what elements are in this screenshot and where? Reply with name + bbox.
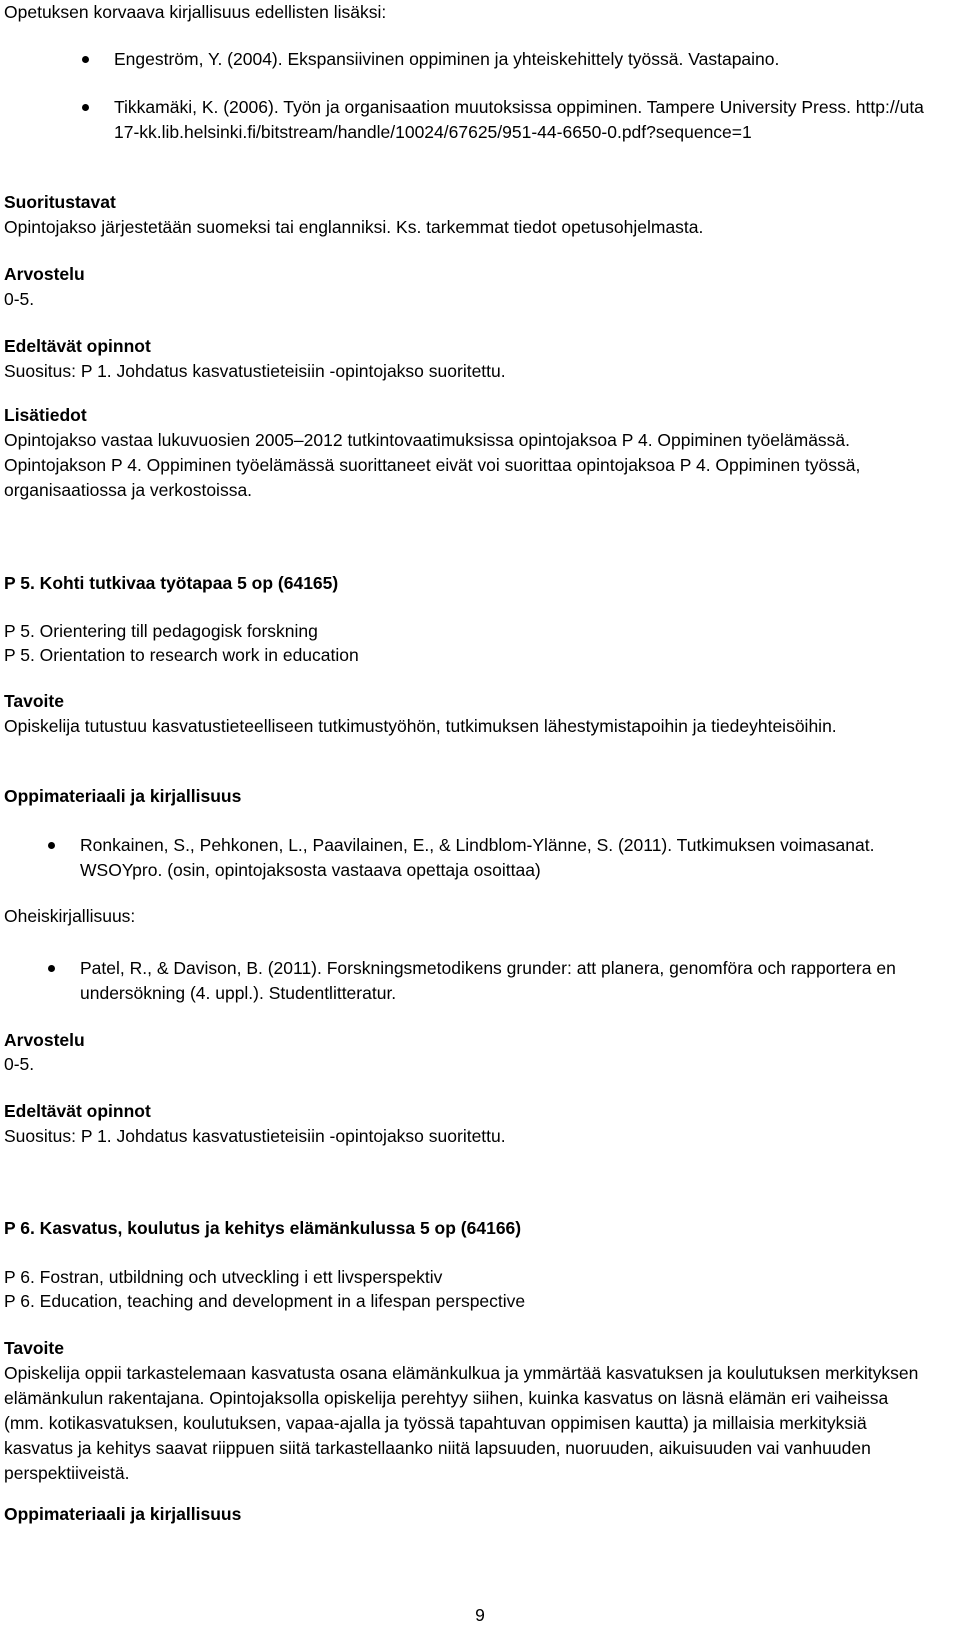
section-heading-tavoite: Tavoite [4,1338,64,1358]
course-title-english: P 6. Education, teaching and development in a lifespan perspective [4,1291,526,1311]
section-heading-oppimateriaali: Oppimateriaali ja kirjallisuus [4,1504,242,1524]
section-heading-arvostelu: Arvostelu [4,264,85,284]
bullet-icon [82,56,89,63]
section-heading-suoritustavat: Suoritustavat [4,192,116,212]
list-item [114,95,924,145]
tavoite-text: Opiskelija oppii tarkastelemaan kasvatusta osana elämänkulkua ja ymmärtää kasvatuksen ja koulutuksen merkityksen elämänkulun rakentajana. Opintojaksolla opiskelija perehtyy siihen, kuinka kasvatus on läsnä elämän eri vaiheissa (mm. kotikasvatuksen, koulutuksen, vapaa-ajalla ja työssä tapahtuvan oppimisen kautta) ja millaisia merkityksiä kasvatus ja kehitys saavat riippuen siitä tarkastellaanko niitä lapsuuden, nuoruuden, aikuisuuden vai vanhuuden perspektiiveistä. [4,1363,919,1483]
section-heading-tavoite: Tavoite [4,691,64,711]
reference-text: Engeström, Y. (2004). Ekspansiivinen oppiminen ja yhteiskehittely työssä. Vastapaino. [114,49,780,69]
section-heading-edeltavat: Edeltävät opinnot [4,336,151,356]
bullet-icon [82,104,89,111]
suoritustavat-text: Opintojakso järjestetään suomeksi tai englanniksi. Ks. tarkemmat tiedot opetusohjelmasta. [4,217,704,237]
list-item [80,833,930,883]
section-heading-edeltavat: Edeltävät opinnot [4,1101,151,1121]
replacement-literature-heading: Opetuksen korvaava kirjallisuus edellisten lisäksi: [4,2,387,22]
edeltavat-text: Suositus: P 1. Johdatus kasvatustieteisiin -opintojakso suoritettu. [4,1126,506,1146]
edeltavat-text: Suositus: P 1. Johdatus kasvatustieteisiin -opintojakso suoritettu. [4,361,506,381]
reference-text: Ronkainen, S., Pehkonen, L., Paavilainen, E., & Lindblom-Ylänne, S. (2011). Tutkimuksen voimasanat. WSOYpro. (osin, opintojaksosta vastaava opettaja osoittaa) [80,835,875,880]
page-number: 9 [475,1605,485,1625]
list-item [80,956,940,1006]
course-title-swedish: P 6. Fostran, utbildning och utveckling i ett livsperspektiv [4,1267,443,1287]
section-heading-oheiskirjallisuus: Oheiskirjallisuus: [4,906,136,926]
list-item [114,47,934,72]
course-title-p6: P 6. Kasvatus, koulutus ja kehitys elämänkulussa 5 op (64166) [4,1218,522,1238]
arvostelu-text: 0-5. [4,289,35,309]
lisatiedot-text: Opintojakso vastaa lukuvuosien 2005–2012 tutkintovaatimuksissa opintojaksoa P 4. Oppiminen työelämässä. Opintojakson P 4. Oppiminen työelämässä suorittaneet eivät voi suorittaa opintojaksoa P 4. Oppiminen työssä, organisaatiossa ja verkostoissa. [4,430,861,500]
section-heading-lisatiedot: Lisätiedot [4,405,87,425]
reference-text: Tikkamäki, K. (2006). Työn ja organisaation muutoksissa oppiminen. Tampere University Press. http://uta17-kk.lib.helsinki.fi/bitstream/handle/10024/67625/951-44-6650-0.pdf?sequence=1 [114,97,924,142]
course-title-swedish: P 5. Orientering till pedagogisk forskning [4,621,318,641]
tavoite-text: Opiskelija tutustuu kasvatustieteelliseen tutkimustyöhön, tutkimuksen lähestymistapoihin ja tiedeyhteisöihin. [4,716,837,736]
bullet-icon [48,842,55,849]
course-title-p5: P 5. Kohti tutkivaa työtapaa 5 op (64165) [4,573,339,593]
section-heading-arvostelu: Arvostelu [4,1030,85,1050]
reference-text: Patel, R., & Davison, B. (2011). Forskningsmetodikens grunder: att planera, genomföra och rapportera en undersökning (4. uppl.). Studentlitteratur. [80,958,896,1003]
section-heading-oppimateriaali: Oppimateriaali ja kirjallisuus [4,786,242,806]
arvostelu-text: 0-5. [4,1054,35,1074]
bullet-icon [48,965,55,972]
course-title-english: P 5. Orientation to research work in education [4,645,359,665]
